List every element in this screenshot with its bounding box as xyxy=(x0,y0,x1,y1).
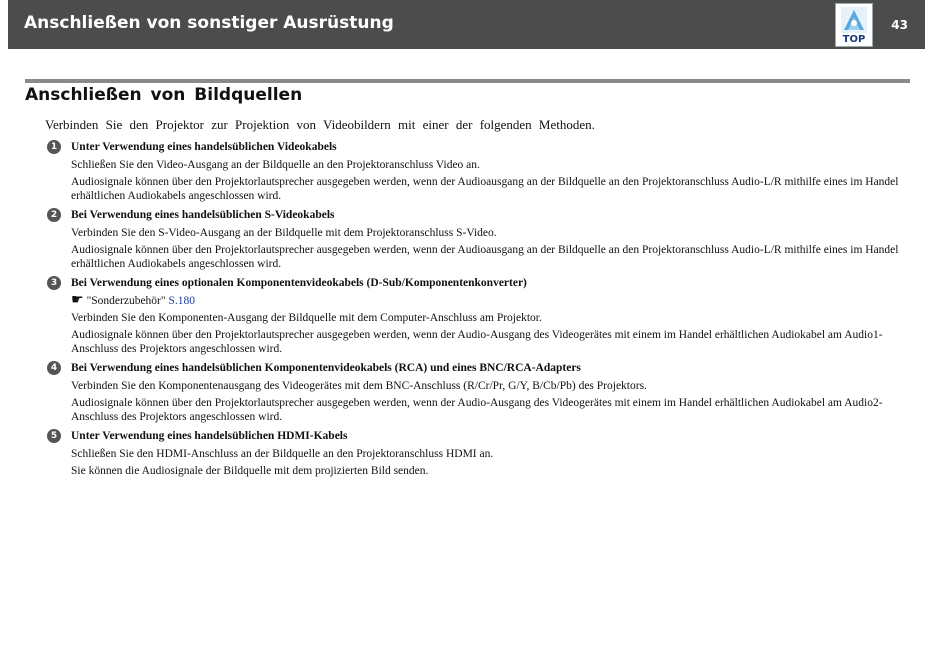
page-reference-link[interactable]: S.180 xyxy=(168,295,195,307)
projector-icon xyxy=(840,6,868,34)
list-item xyxy=(45,207,910,271)
number-badge: 2 xyxy=(47,208,61,222)
item-audio-note: Audiosignale können über den Projektorlautsprecher ausgegeben werden, wenn der Audio-Ausgang des Videogerätes mit einem im Handel erhältlichen Audiokabel am Audio2-Anschluss des Projektors angeschlossen wird. xyxy=(71,397,883,423)
pointing-hand-icon: ☛ xyxy=(71,293,84,308)
list-item xyxy=(45,360,910,424)
item-audio-note: Audiosignale können über den Projektorlautsprecher ausgegeben werden, wenn der Audioausgang an der Bildquelle an den Projektoranschluss Audio-L/R mithilfe eines im Handel erhältlichen Audiokabels angeschlossen wird. xyxy=(71,176,899,202)
top-button[interactable] xyxy=(835,3,873,47)
chapter-title: Anschließen von sonstiger Ausrüstung xyxy=(24,13,394,33)
reference-text: "Sonderzubehör" xyxy=(86,295,166,307)
number-badge: 1 xyxy=(47,140,61,154)
list-item xyxy=(45,275,910,356)
item-heading: Bei Verwendung eines handelsüblichen Komponentenvideokabels (RCA) und eines BNC/RCA-Adapters xyxy=(71,362,581,374)
section-title: Anschließen von Bildquellen xyxy=(25,85,303,105)
item-instruction: Verbinden Sie den Komponenten-Ausgang der Bildquelle mit dem Computer-Anschluss am Projektor. xyxy=(71,312,542,324)
item-instruction: Verbinden Sie den Komponentenausgang des Videogerätes mit dem BNC-Anschluss (R/Cr/Pr, G/Y, B/Cb/Pb) des Projektors. xyxy=(71,380,647,392)
item-heading: Bei Verwendung eines optionalen Komponentenvideokabels (D-Sub/Komponentenkonverter) xyxy=(71,277,527,289)
item-heading: Unter Verwendung eines handelsüblichen HDMI-Kabels xyxy=(71,430,348,442)
section-divider xyxy=(25,79,910,83)
number-badge: 5 xyxy=(47,429,61,443)
list-item xyxy=(45,139,910,203)
item-heading: Unter Verwendung eines handelsüblichen Videokabels xyxy=(71,141,337,153)
number-badge: 3 xyxy=(47,276,61,290)
intro-text: Verbinden Sie den Projektor zur Projektion von Videobildern mit einer der folgenden Methoden. xyxy=(45,117,595,132)
cross-reference xyxy=(71,294,910,308)
page-header xyxy=(8,0,925,49)
item-instruction: Verbinden Sie den S-Video-Ausgang an der Bildquelle mit dem Projektoranschluss S-Video. xyxy=(71,227,497,239)
page-number: 43 xyxy=(891,18,908,32)
item-heading: Bei Verwendung eines handelsüblichen S-Videokabels xyxy=(71,209,335,221)
item-audio-note: Audiosignale können über den Projektorlautsprecher ausgegeben werden, wenn der Audio-Ausgang des Videogerätes mit einem im Handel erhältlichen Audiokabel am Audio1-Anschluss des Projektors angeschlossen wird. xyxy=(71,329,883,355)
list-item xyxy=(45,428,910,478)
item-instruction: Schließen Sie den Video-Ausgang an der Bildquelle an den Projektoranschluss Video an. xyxy=(71,159,480,171)
top-label: TOP xyxy=(842,34,866,45)
method-list xyxy=(45,139,910,478)
number-badge: 4 xyxy=(47,361,61,375)
item-audio-note: Sie können die Audiosignale der Bildquelle mit dem projizierten Bild senden. xyxy=(71,465,429,477)
item-instruction: Schließen Sie den HDMI-Anschluss an der Bildquelle an den Projektoranschluss HDMI an. xyxy=(71,448,494,460)
item-audio-note: Audiosignale können über den Projektorlautsprecher ausgegeben werden, wenn der Audioausgang an der Bildquelle an den Projektoranschluss Audio-L/R mithilfe eines im Handel erhältlichen Audiokabels angeschlossen wird. xyxy=(71,244,899,270)
